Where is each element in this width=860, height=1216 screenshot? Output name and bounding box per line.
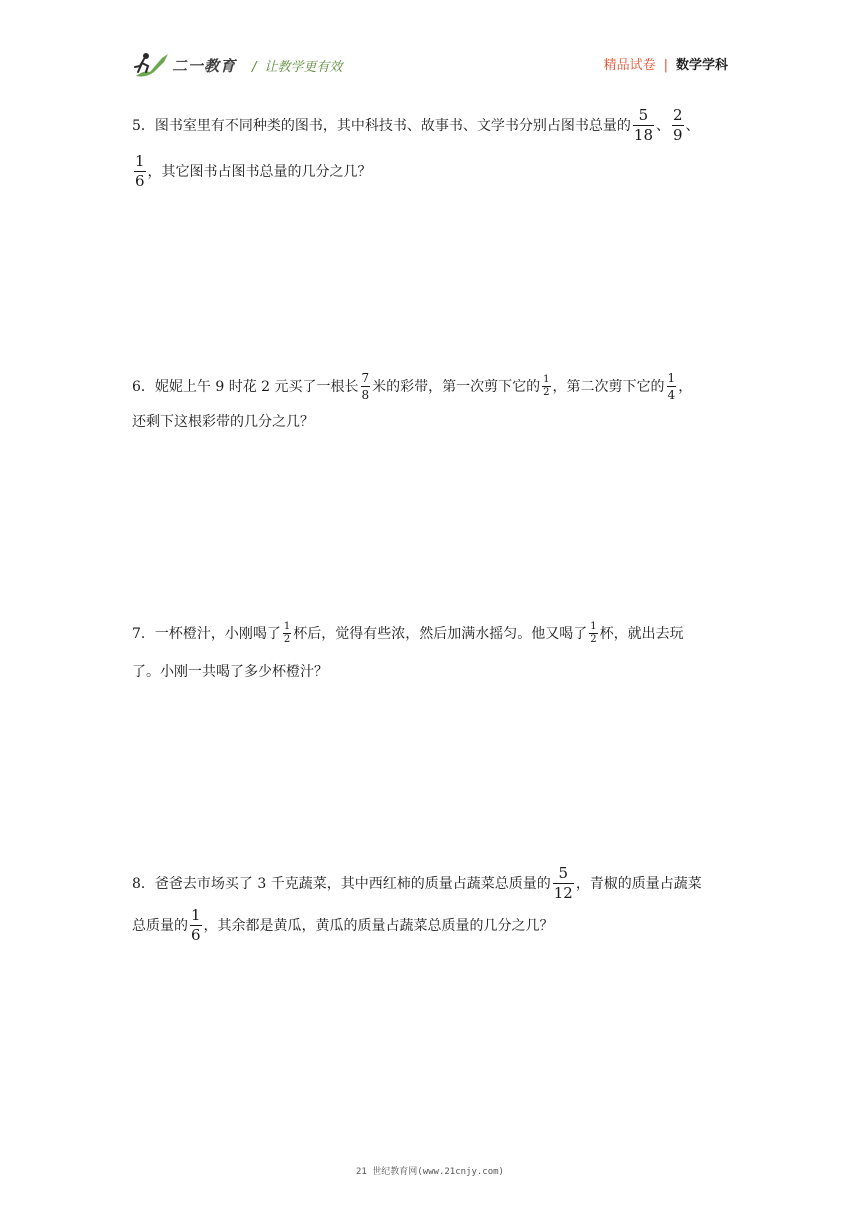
question-7-line-1 bbox=[132, 622, 684, 645]
slogan-separator: / bbox=[252, 59, 257, 75]
slogan bbox=[252, 56, 342, 75]
fraction-1-4 bbox=[667, 372, 677, 401]
fraction-numerator: 1 bbox=[283, 621, 291, 632]
question-7-text-b: 杯后，觉得有些浓，然后加满水摇匀。他又喝了 bbox=[293, 625, 588, 642]
fraction-numerator: 1 bbox=[590, 621, 597, 632]
question-8-text-c: 总质量的 bbox=[132, 917, 188, 934]
fraction-denominator: 2 bbox=[283, 634, 291, 645]
question-6-line-1 bbox=[132, 372, 692, 401]
fraction-1-2 bbox=[283, 622, 291, 645]
question-8-line-2 bbox=[132, 908, 554, 943]
header-right bbox=[604, 54, 728, 73]
fraction-numerator: 5 bbox=[638, 106, 649, 124]
fraction-numerator: 7 bbox=[361, 371, 370, 385]
fraction-5-12 bbox=[553, 866, 574, 901]
fraction-denominator: 6 bbox=[191, 926, 201, 944]
question-5-line-1 bbox=[132, 108, 700, 143]
subject-label: 数学学科 bbox=[675, 58, 728, 73]
fraction-numerator: 5 bbox=[558, 864, 569, 882]
fraction-denominator: 6 bbox=[135, 172, 145, 190]
fraction-1-2 bbox=[589, 622, 597, 645]
fraction-numerator: 1 bbox=[191, 906, 201, 924]
fraction-2-9 bbox=[672, 108, 684, 143]
fraction-denominator: 12 bbox=[553, 884, 573, 902]
question-6-text-a: 6．妮妮上午 9 时花 2 元买了一根长 bbox=[132, 378, 359, 395]
question-7-line-2 bbox=[132, 662, 328, 682]
slogan-text: 让教学更有效 bbox=[264, 59, 343, 75]
separator: 、 bbox=[685, 117, 700, 134]
page-footer: 21 世纪教育网(www.21cnjy.com) bbox=[356, 1167, 504, 1177]
fraction-numerator: 2 bbox=[673, 106, 683, 124]
fraction-7-8 bbox=[361, 372, 371, 401]
premium-badge: 精品试卷 bbox=[603, 58, 656, 73]
fraction-denominator: 2 bbox=[543, 387, 550, 398]
question-6-text-e: 还剩下这根彩带的几分之几？ bbox=[132, 414, 314, 430]
question-8-text-a: 8．爸爸去市场买了 3 千克蔬菜，其中西红柿的质量占蔬菜总质量的 bbox=[132, 875, 551, 892]
fraction-1-6 bbox=[134, 154, 146, 189]
question-8-text-b: ，青椒的质量占蔬菜 bbox=[575, 875, 702, 892]
logo-text: 二一教育 bbox=[172, 56, 237, 75]
question-8-text-d: ，其余都是黄瓜，黄瓜的质量占蔬菜总质量的几分之几？ bbox=[203, 917, 554, 934]
question-5-text-b: ，其它图书占图书总量的几分之几？ bbox=[147, 163, 372, 180]
fraction-numerator: 1 bbox=[543, 374, 550, 385]
fraction-denominator: 9 bbox=[673, 126, 683, 144]
question-6-text-b: 米的彩带，第一次剪下它的 bbox=[372, 378, 541, 395]
fraction-1-2 bbox=[542, 375, 550, 398]
question-5-line-2 bbox=[132, 154, 372, 189]
fraction-numerator: 1 bbox=[667, 371, 676, 385]
fraction-1-6 bbox=[190, 908, 202, 943]
page-header bbox=[132, 44, 728, 84]
question-8-line-1 bbox=[132, 866, 702, 901]
question-5-text-a: 5．图书室里有不同种类的图书，其中科技书、故事书、文学书分别占图书总量的 bbox=[132, 117, 631, 134]
question-6-line-2 bbox=[132, 412, 314, 432]
separator: 、 bbox=[656, 117, 670, 134]
question-7-text-a: 7．一杯橙汁，小刚喝了 bbox=[132, 625, 281, 642]
question-7-text-c: 杯，就出去玩 bbox=[599, 625, 684, 642]
fraction-numerator: 1 bbox=[135, 152, 145, 170]
fraction-denominator: 4 bbox=[667, 388, 676, 402]
logo bbox=[132, 50, 342, 80]
question-7-text-d: 了。小刚一共喝了多少杯橙汁？ bbox=[132, 664, 328, 680]
header-divider: | bbox=[663, 58, 668, 73]
fraction-denominator: 18 bbox=[633, 126, 653, 144]
fraction-denominator: 8 bbox=[361, 388, 370, 402]
fraction-5-18 bbox=[633, 108, 654, 143]
fraction-denominator: 2 bbox=[590, 634, 597, 645]
question-6-text-d: ， bbox=[678, 378, 693, 395]
runner-logo-icon bbox=[132, 50, 170, 80]
question-6-text-c: ，第二次剪下它的 bbox=[552, 378, 665, 395]
